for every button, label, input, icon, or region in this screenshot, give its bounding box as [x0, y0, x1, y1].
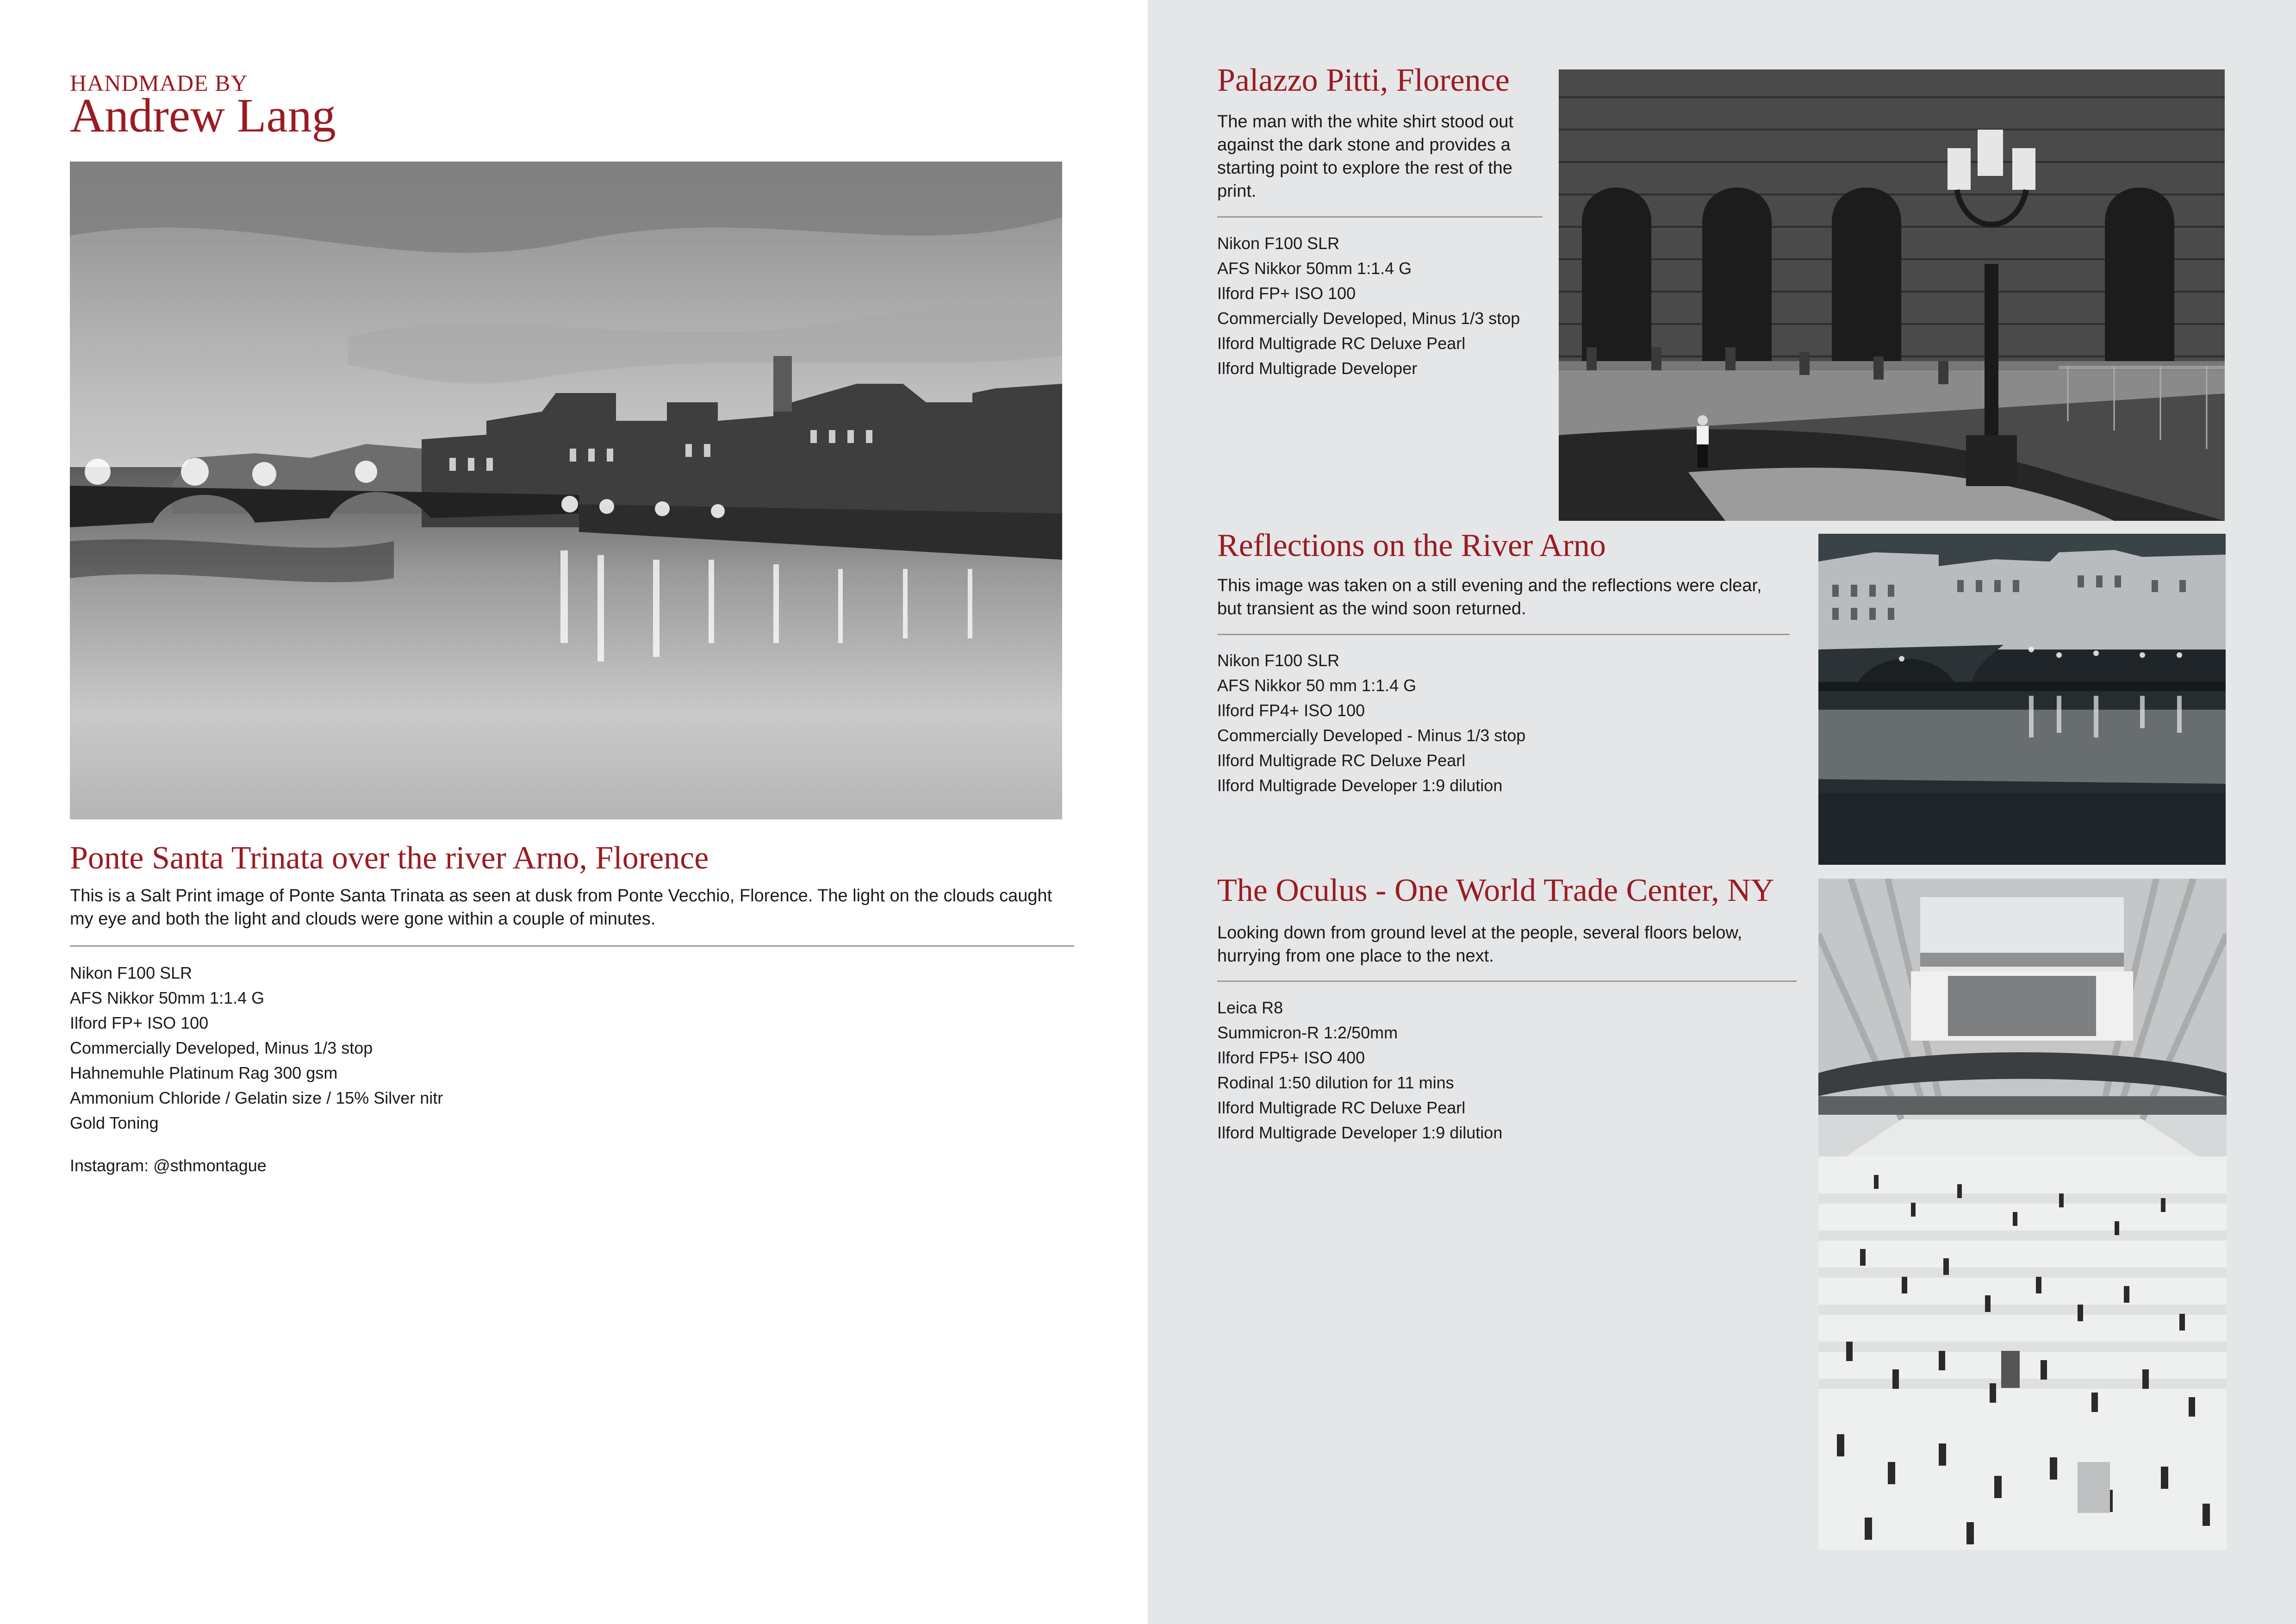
- main-photo-title: Ponte Santa Trinata over the river Arno, Florence: [70, 840, 709, 876]
- oculus-specs: [1217, 995, 1773, 1145]
- spec-item: Ilford Multigrade Developer: [1217, 359, 1418, 378]
- spec-item: Commercially Developed, Minus 1/3 stop: [70, 1038, 373, 1057]
- oculus-description: Looking down from ground level at the people, several floors below, hurrying from one place to the next.: [1217, 923, 1742, 966]
- palazzo-divider: [1217, 216, 1543, 218]
- spec-item: Ilford FP+ ISO 100: [70, 1013, 209, 1032]
- reflections-description: This image was taken on a still evening and the reflections were clear, but transient as the wind soon returned.: [1217, 576, 1762, 618]
- main-photo-divider: [70, 945, 1074, 947]
- palazzo-title: Palazzo Pitti, Florence: [1217, 62, 1510, 98]
- reflections-title: Reflections on the River Arno: [1217, 528, 1606, 563]
- spec-item: Rodinal 1:50 dilution for 11 mins: [1217, 1073, 1454, 1092]
- spec-item: Nikon F100 SLR: [1217, 234, 1340, 253]
- spec-item: Nikon F100 SLR: [1217, 651, 1340, 670]
- spec-item: Nikon F100 SLR: [70, 963, 193, 982]
- spec-item: Ilford Multigrade RC Deluxe Pearl: [1217, 1098, 1466, 1117]
- author-name: Andrew Lang: [70, 89, 336, 142]
- right-page: [1148, 0, 2296, 1624]
- palazzo-specs: [1217, 231, 1541, 381]
- spec-item: Commercially Developed, Minus 1/3 stop: [1217, 309, 1520, 328]
- reflections-photo: [1818, 534, 2226, 865]
- spec-item: Ilford Multigrade Developer 1:9 dilution: [1217, 1123, 1503, 1142]
- oculus-photo: [1818, 879, 2227, 1550]
- main-photo-description: This is a Salt Print image of Ponte Santa Trinata as seen at dusk from Ponte Vecchio, Florence. The light on the clouds caught my eye and both the light and clouds were gone within a couple of minutes.: [70, 886, 1052, 929]
- spec-item: Ilford FP4+ ISO 100: [1217, 701, 1365, 720]
- spec-item: Ilford FP5+ ISO 400: [1217, 1048, 1365, 1067]
- reflections-specs: [1217, 648, 1773, 798]
- spec-item: Hahnemuhle Platinum Rag 300 gsm: [70, 1063, 338, 1082]
- main-photo-specs: [70, 961, 1042, 1136]
- byline-kicker: HANDMADE BY: [70, 70, 248, 96]
- spec-item: Commercially Developed - Minus 1/3 stop: [1217, 726, 1526, 745]
- spec-item: Summicron-R 1:2/50mm: [1217, 1023, 1398, 1042]
- spec-item: Leica R8: [1217, 998, 1283, 1017]
- spec-item: AFS Nikkor 50mm 1:1.4 G: [70, 988, 265, 1007]
- main-photo-ponte-santa-trinita: [70, 162, 1062, 819]
- oculus-title: The Oculus - One World Trade Center, NY: [1217, 873, 1774, 908]
- palazzo-description: The man with the white shirt stood out against the dark stone and provides a starting point to explore the rest of the print.: [1217, 112, 1513, 201]
- spec-item: Gold Toning: [70, 1113, 159, 1132]
- spec-item: Ilford Multigrade Developer 1:9 dilution: [1217, 776, 1503, 795]
- spec-item: Ammonium Chloride / Gelatin size / 15% Silver nitr: [70, 1088, 443, 1107]
- spec-item: Ilford FP+ ISO 100: [1217, 284, 1356, 303]
- spec-item: Ilford Multigrade RC Deluxe Pearl: [1217, 751, 1466, 770]
- spec-item: AFS Nikkor 50mm 1:1.4 G: [1217, 259, 1412, 278]
- reflections-divider: [1217, 634, 1790, 635]
- spec-item: AFS Nikkor 50 mm 1:1.4 G: [1217, 676, 1417, 695]
- spec-item: Ilford Multigrade RC Deluxe Pearl: [1217, 334, 1466, 353]
- palazzo-pitti-photo: [1559, 69, 2225, 521]
- instagram-handle: Instagram: @sthmontague: [70, 1156, 267, 1175]
- oculus-divider: [1217, 981, 1797, 982]
